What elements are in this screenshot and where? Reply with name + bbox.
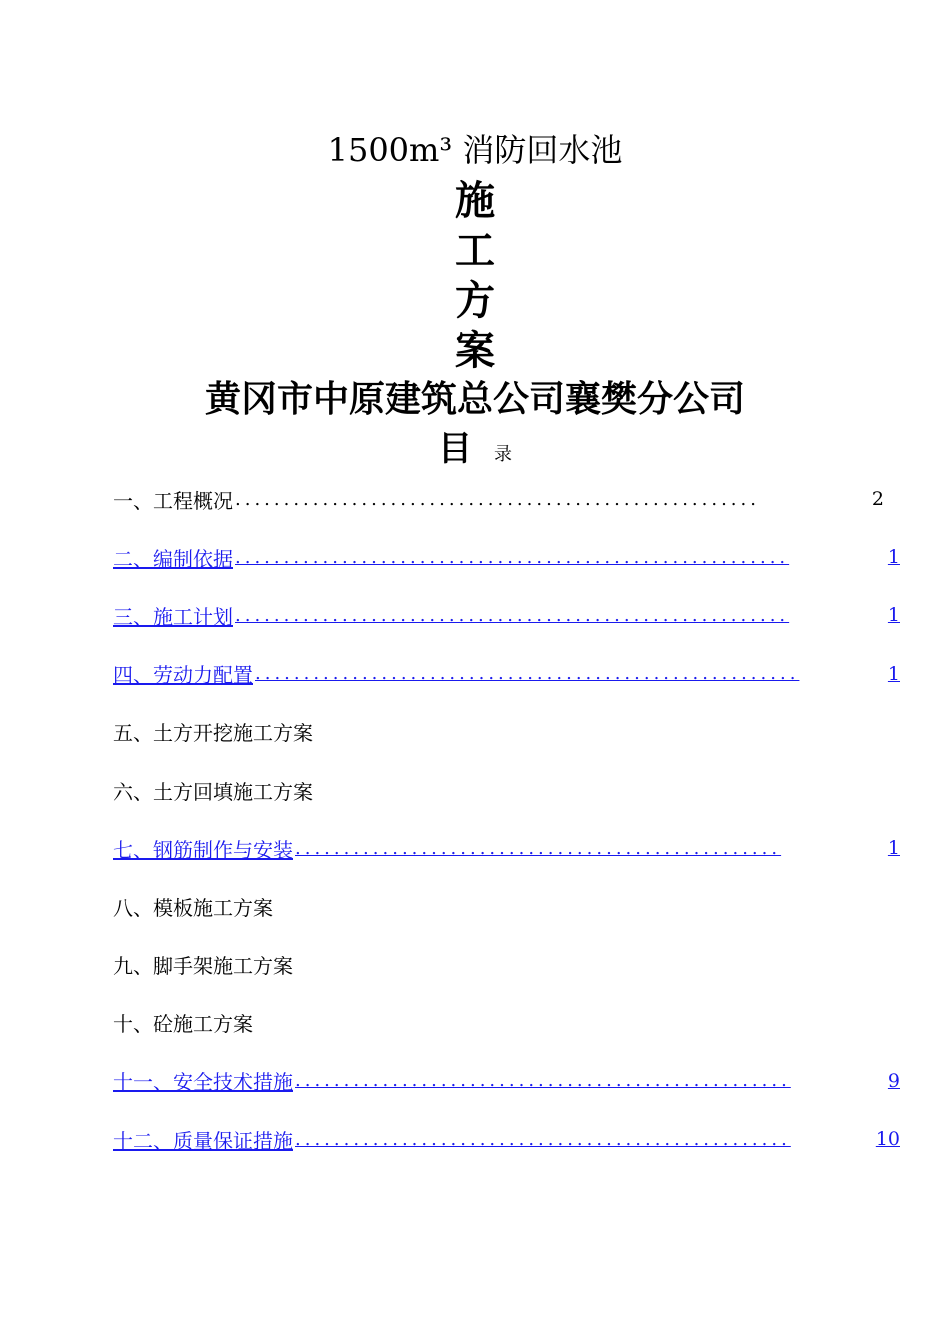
toc-link-quality[interactable] xyxy=(113,1110,900,1168)
project-title: 1500m³ 消防回水池 xyxy=(327,131,623,169)
doc-type-char-4: 案 xyxy=(455,327,495,374)
toc-entry-excavation xyxy=(113,703,900,761)
toc-link-plan[interactable] xyxy=(113,586,900,644)
toc-entry-label[interactable]: 四、劳动力配置 xyxy=(113,663,253,688)
toc-entry-label: 五、土方开挖施工方案 xyxy=(113,721,313,746)
toc-entry-concrete xyxy=(113,994,900,1052)
toc-page-number[interactable]: 1 xyxy=(887,837,900,860)
toc-page-number[interactable]: 9 xyxy=(887,1069,900,1092)
toc-leader-dots[interactable]: ........................................................ xyxy=(255,663,800,685)
toc-entry-overview xyxy=(113,470,900,528)
doc-type-char-3: 方 xyxy=(455,277,495,324)
toc-page-number[interactable]: 1 xyxy=(887,604,900,627)
toc-page-number: 2 xyxy=(871,488,884,511)
toc-leader-dots: ...................................................... xyxy=(235,488,760,510)
toc-leader-dots[interactable]: .................................................. xyxy=(295,837,782,859)
toc-leader-dots[interactable]: ......................................................... xyxy=(235,604,790,626)
toc-entry-label: 八、模板施工方案 xyxy=(113,895,273,920)
toc-leader-dots[interactable]: ......................................................... xyxy=(235,546,790,568)
toc-heading-small: 录 xyxy=(494,444,512,465)
toc-entry-scaffold xyxy=(113,936,900,994)
doc-type-char-1: 施 xyxy=(455,177,495,224)
toc-link-labor[interactable] xyxy=(113,645,900,703)
table-of-contents xyxy=(113,470,900,1168)
toc-link-basis[interactable] xyxy=(113,528,900,586)
toc-entry-label[interactable]: 三、施工计划 xyxy=(113,604,233,629)
toc-entry-label: 十、砼施工方案 xyxy=(113,1012,253,1037)
toc-page-number[interactable]: 1 xyxy=(887,662,900,685)
doc-type-char-2: 工 xyxy=(455,227,495,274)
toc-entry-label: 一、工程概况 xyxy=(113,488,233,513)
toc-entry-label[interactable]: 十二、质量保证措施 xyxy=(113,1128,293,1153)
toc-entry-label[interactable]: 二、编制依据 xyxy=(113,546,233,571)
toc-page-number[interactable]: 10 xyxy=(875,1128,900,1151)
toc-leader-dots[interactable]: ................................................... xyxy=(295,1070,791,1092)
toc-entry-label: 六、土方回填施工方案 xyxy=(113,779,313,804)
toc-heading xyxy=(0,428,950,476)
toc-entry-label: 九、脚手架施工方案 xyxy=(113,954,293,979)
toc-heading-main: 目 xyxy=(438,429,472,469)
toc-entry-label[interactable]: 七、钢筋制作与安装 xyxy=(113,837,293,862)
toc-link-rebar[interactable] xyxy=(113,819,900,877)
toc-leader-dots[interactable]: ................................................... xyxy=(295,1128,791,1150)
company-name: 黄冈市中原建筑总公司襄樊分公司 xyxy=(204,378,745,420)
toc-link-safety[interactable] xyxy=(113,1052,900,1110)
toc-page-number[interactable]: 1 xyxy=(887,546,900,569)
toc-entry-formwork xyxy=(113,877,900,935)
toc-entry-backfill xyxy=(113,761,900,819)
toc-entry-label[interactable]: 十一、安全技术措施 xyxy=(113,1070,293,1095)
